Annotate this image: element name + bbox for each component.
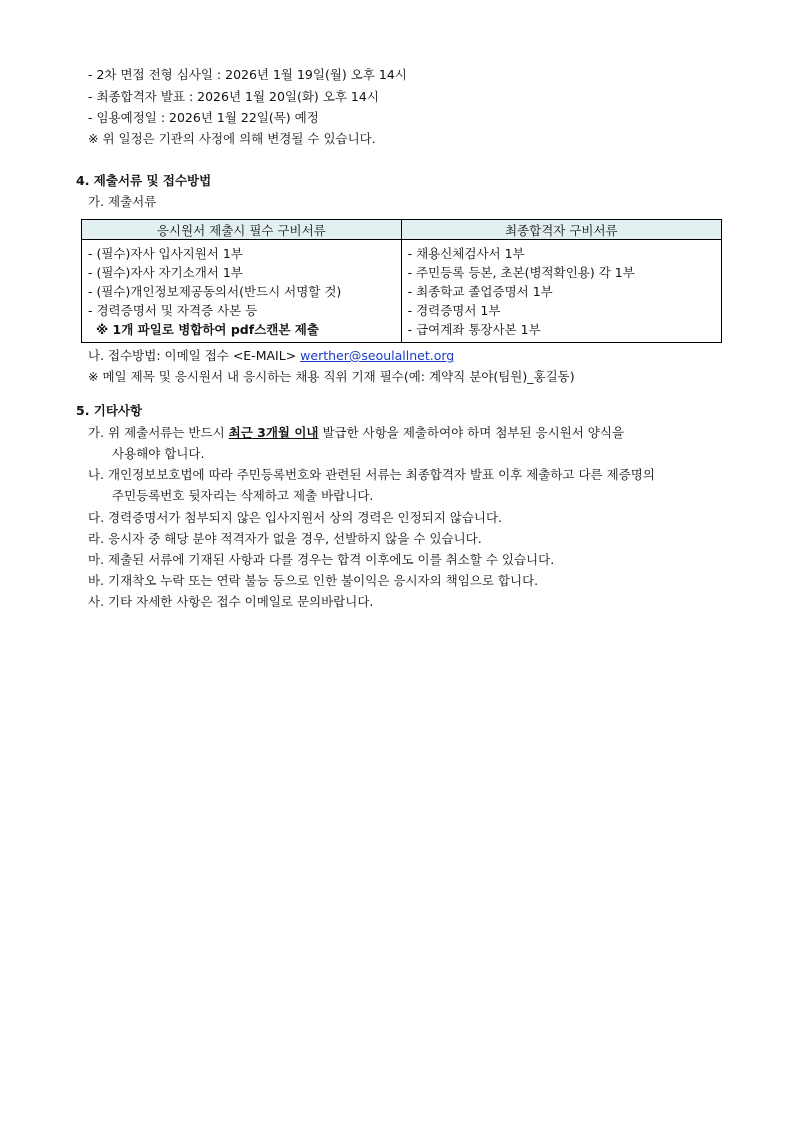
documents-table-final-cell [401,240,721,343]
final-doc-item: - 급여계좌 통장사본 1부 [407,322,541,337]
final-doc-item: - 주민등록 등본, 초본(병적확인용) 각 1부 [407,265,635,280]
application-doc-item: - (필수)자사 자기소개서 1부 [88,265,243,280]
section-5-item-d: 라. 응시자 중 해당 분야 적격자가 없을 경우, 선발하지 않을 수 있습니다. [88,531,482,546]
section-5-item-c: 다. 경력증명서가 첨부되지 않은 입사지원서 상의 경력은 인정되지 않습니다. [88,510,503,525]
item-a-emphasis: 최근 3개월 이내 [228,425,319,440]
documents-table-application-cell [82,240,402,343]
documents-table-header-final: 최종합격자 구비서류 [401,220,721,240]
section-5-item-b-cont: 주민등록번호 뒷자리는 삭제하고 제출 바랍니다. [112,488,374,503]
final-doc-item: - 채용신체검사서 1부 [407,246,525,261]
section-4-sub-b [88,347,454,364]
application-doc-item: - (필수)자사 입사지원서 1부 [88,246,243,261]
application-doc-merge-note: ※ 1개 파일로 병합하여 pdf스캔본 제출 [96,322,319,337]
documents-table-header-application: 응시원서 제출시 필수 구비서류 [82,220,402,240]
item-a-text-start: 가. 위 제출서류는 반드시 [88,425,229,440]
schedule-change-note: ※ 위 일정은 기관의 사정에 의해 변경될 수 있습니다. [88,131,376,146]
section-5-item-f: 바. 기재착오 누락 또는 연락 불능 등으로 인한 불이익은 응시자의 책임으로 합니다. [88,573,539,588]
section-5-item-a [88,424,624,441]
application-doc-item: - (필수)개인정보제공동의서(반드시 서명할 것) [88,284,342,299]
section-5-item-e: 마. 제출된 서류에 기재된 사항과 다를 경우는 합격 이후에도 이를 취소할 수 있습니다. [88,552,555,567]
mail-subject-note: ※ 메일 제목 및 응시원서 내 응시하는 채용 직위 기재 필수(예: 계약직 분야(팀원)_홍길동) [88,369,575,384]
schedule-interview-date: - 2차 면접 전형 심사일 : 2026년 1월 19일(월) 오후 14시 [88,67,407,82]
final-doc-item: - 최종학교 졸업증명서 1부 [407,284,553,299]
schedule-final-announcement: - 최종합격자 발표 : 2026년 1월 20일(화) 오후 14시 [88,89,379,104]
schedule-appointment-date: - 임용예정일 : 2026년 1월 22일(목) 예정 [88,110,319,125]
submission-method-label: 나. 접수방법: 이메일 접수 <E-MAIL> [88,348,301,363]
application-doc-item: - 경력증명서 및 자격증 사본 등 [88,303,258,318]
item-a-text-end: 발급한 사항을 제출하여야 하며 첨부된 응시원서 양식을 [318,425,625,440]
section-5-heading: 5. 기타사항 [76,403,143,418]
section-4-heading: 4. 제출서류 및 접수방법 [76,173,212,188]
submission-email-link[interactable]: werther@seoulallnet.org [300,348,455,363]
section-5-item-b: 나. 개인정보보호법에 따라 주민등록번호와 관련된 서류는 최종합격자 발표 이후 제출하고 다른 제증명의 [88,467,655,482]
section-5-item-a-cont: 사용해야 합니다. [112,446,205,461]
section-4-sub-a: 가. 제출서류 [88,194,157,209]
documents-table [81,219,722,343]
final-doc-item: - 경력증명서 1부 [407,303,501,318]
section-5-item-g: 사. 기타 자세한 사항은 접수 이메일로 문의바랍니다. [88,594,374,609]
